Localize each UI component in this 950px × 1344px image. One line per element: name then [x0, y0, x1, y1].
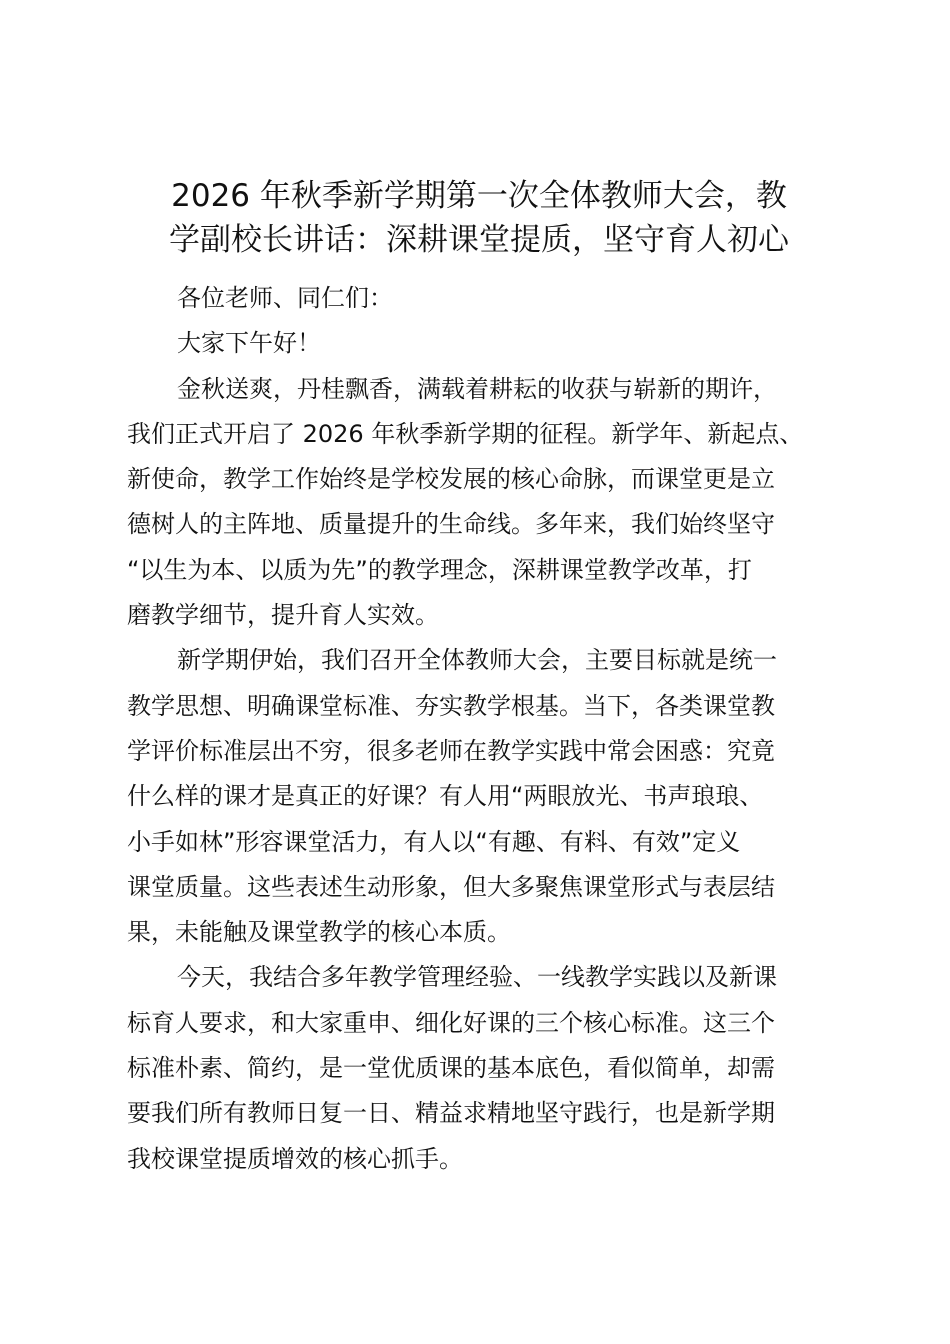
paragraph-2-line: 什么样的课才是真正的好课？有人用“两眼放光、书声琅琅、	[127, 782, 764, 811]
paragraph-2-line: 课堂质量。这些表述生动形象，但大多聚焦课堂形式与表层结	[127, 872, 775, 901]
paragraph-3-line: 今天，我结合多年教学管理经验、一线教学实践以及新课	[177, 963, 777, 992]
paragraph-1-line: 新使命，教学工作始终是学校发展的核心命脉，而课堂更是立	[127, 465, 775, 494]
paragraph-1-line: 磨教学细节，提升育人实效。	[127, 601, 439, 630]
document-body	[127, 284, 837, 1190]
paragraph-3-line: 标准朴素、简约，是一堂优质课的基本底色，看似简单，却需	[127, 1054, 775, 1083]
paragraph-2-line: 教学思想、明确课堂标准、夯实教学根基。当下，各类课堂教	[127, 691, 775, 720]
paragraph-2-line: 新学期伊始，我们召开全体教师大会，主要目标就是统一	[177, 646, 777, 675]
paragraph-3-line: 要我们所有教师日复一日、精益求精地坚守践行，也是新学期	[127, 1099, 775, 1128]
greeting: 大家下午好！	[177, 329, 321, 358]
paragraph-2-line: 果，未能触及课堂教学的核心本质。	[127, 918, 511, 947]
salutation: 各位老师、同仁们：	[177, 284, 393, 312]
paragraph-2-line: 小手如林”形容课堂活力，有人以“有趣、有料、有效”定义	[127, 827, 741, 856]
paragraph-1-line: 金秋送爽，丹桂飘香，满载着耕耘的收获与崭新的期许，	[177, 374, 777, 403]
paragraph-1-line: 德树人的主阵地、质量提升的生命线。多年来，我们始终坚守	[127, 510, 775, 539]
paragraph-3-line: 我校课堂提质增效的核心抓手。	[127, 1144, 463, 1173]
paragraph-1-line: 我们正式开启了 2026 年秋季新学期的征程。新学年、新起点、	[127, 419, 804, 448]
title-line-2: 学副校长讲话：深耕课堂提质，坚守育人初心	[169, 222, 789, 258]
paragraph-2-line: 学评价标准层出不穷，很多老师在教学实践中常会困惑：究竟	[127, 736, 775, 765]
title-line-1: 2026 年秋季新学期第一次全体教师大会，教	[171, 178, 787, 214]
paragraph-3-line: 标育人要求，和大家重申、细化好课的三个核心标准。这三个	[127, 1008, 775, 1037]
paragraph-1-line: “以生为本、以质为先”的教学理念，深耕课堂教学改革，打	[127, 555, 752, 584]
document-title	[124, 174, 834, 262]
